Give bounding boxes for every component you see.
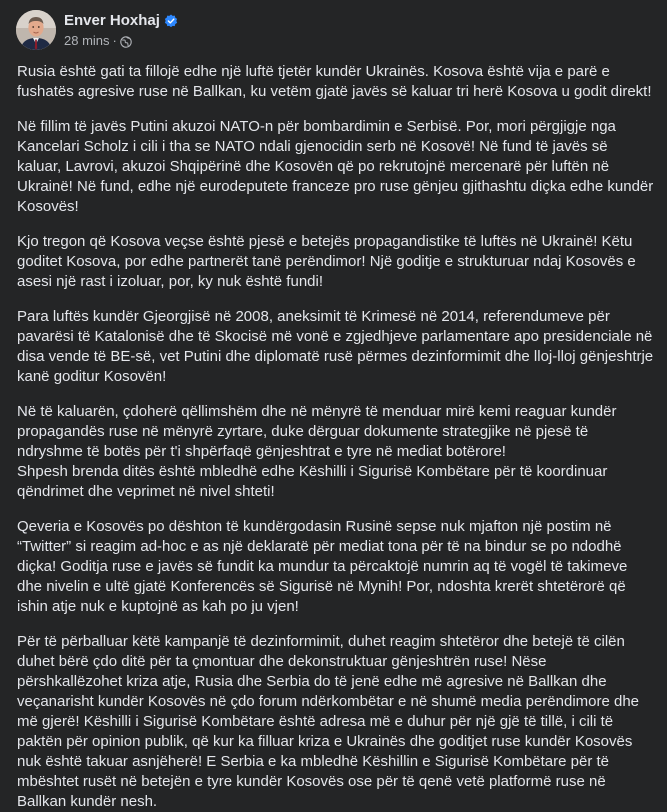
author-name[interactable]: Enver Hoxhaj (64, 12, 160, 29)
meta-separator: · (112, 33, 117, 48)
post-meta (64, 11, 178, 49)
post-body (17, 62, 655, 812)
post-paragraph: Kjo tregon që Kosova veçse është pjesë e betejës propagandistike të luftës në Ukrainë! Këtu goditet Kosova, por edhe partnerët tanë perëndimor! Një goditje e strukturuar ndaj Kosovës e asesi një rast i izoluar, por, ky nuk është fundi! (17, 233, 636, 290)
post-paragraph: Në të kaluarën, çdoherë qëllimshëm dhe në mënyrë të menduar mirë kemi reaguar kundër propagandës ruse në mënyrë zyrtare, duke dërguar dokumente strategjike në pjesë të ndryshme të botës për t'i shpërfaqë gënjeshtrat e tyre në mediat botërore! Shpesh brenda ditës është mbledhë edhe Këshilli i Sigurisë Kombëtare për të koordinuar qëndrimet dhe veprimet në nivel shteti! (17, 403, 617, 500)
globe-icon[interactable] (120, 35, 132, 47)
verified-badge-icon (164, 14, 178, 28)
post-paragraph: Para luftës kundër Gjeorgjisë në 2008, aneksimit të Krimesë në 2014, referendumeve për pavarësi të Katalonisë dhe të Skocisë më vonë e zgjedhjeve parlamentare apo presidenciale në disa vende të BE-së, vet Putini dhe diplomatë rusë përmes dezinformimit dhe lloj-lloj gënjeshtrje kanë goditur Kosovën! (17, 308, 654, 385)
post-subline (64, 32, 178, 49)
avatar-portrait-icon (16, 10, 56, 50)
post-paragraph: Për të përballuar këtë kampanjë të dezinformimit, duhet reagim shtetëror dhe betejë të cilën duhet bërë çdo ditë për ta çmontuar dhe dekonstruktuar gënjeshtrën ruse! Nëse përshkallëzohet kriza atje, Rusia dhe Serbia do të jenë edhe më agresive në Ballkan dhe veçanarisht kundër Kosovës në çdo forum ndërkombëtar e në shumë media perëndimore dhe më gjerë! Këshilli i Sigurisë Kombëtare është adresa më e duhur për një gjë të tillë, i cili të paktën për opinion publik, që kur ka filluar kriza e Ukrainës dhe goditjet ruse kundër Kosovës nuk është takuar asnjëherë! E Serbia e ka mbledhë Këshillin e Sigurisë Kombëtare për të mbështet rusët në betejën e tyre kundër Kosovës ose për të qenë vetë platformë ruse në Ballkan kundër nesh. (17, 633, 640, 810)
post-timestamp[interactable]: 28 mins (64, 33, 110, 48)
author-name-row (64, 11, 178, 30)
post-header (16, 10, 178, 50)
author-avatar[interactable] (16, 10, 56, 50)
post-paragraph: Rusia është gati ta fillojë edhe një luftë tjetër kundër Ukrainës. Kosova është vija e parë e fushatës agresive ruse në Ballkan, ku vetëm gjatë javës së kaluar tri herë Kosova u godit direkt! (17, 63, 652, 100)
post-paragraph: Qeveria e Kosovës po dështon të kundërgodasin Rusinë sepse nuk mjafton një postim në “Twitter” si reagim ad-hoc e as një deklaratë për mediat tona për të na bindur se po ndodhë diçka! Goditja ruse e javës së fundit ka mundur ta përcaktojë numrin aq të vogël të takimeve dhe nivelin e ultë gjatë Konferencës së Sigurisë në Mynih! Por, ndoshta krerët shtetërorë që ishin atje nuk e kuptojnë as kah po ju vjen! (17, 518, 628, 615)
post-paragraph: Në fillim të javës Putini akuzoi NATO-n për bombardimin e Serbisë. Por, mori përgjigje nga Kancelari Scholz i cili i tha se NATO ndali gjenocidin serb në Kosovë! Në fund të javës së kaluar, Lavrovi, akuzoi Shqipërinë dhe Kosovën që po rekrutojnë mercenarë për luftën në Ukrainë! Në fund, edhe një eurodeputete franceze pro ruse gënjeu gjithashtu diçka edhe kundër Kosovës! (17, 118, 654, 215)
